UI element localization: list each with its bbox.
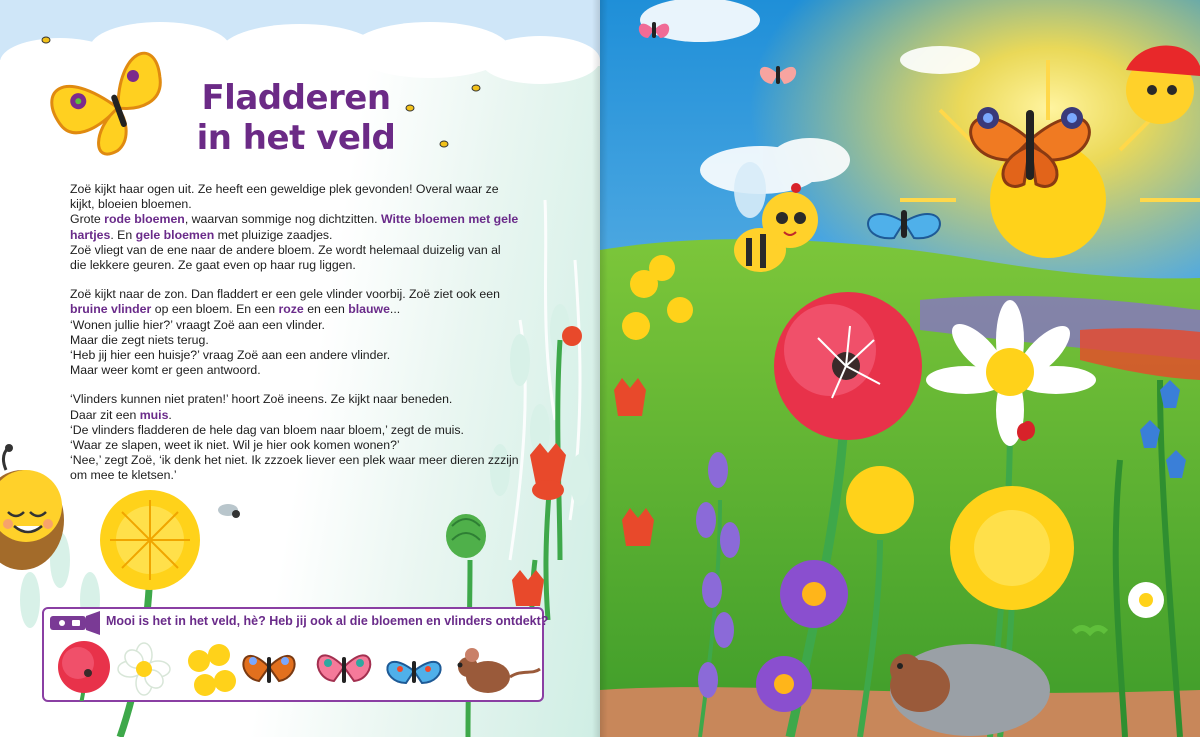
blue-butterfly-icon [387, 661, 440, 683]
story-text-run: op een bloem. En een [151, 302, 279, 317]
flashlight-icon [48, 611, 104, 635]
story-text-run: ‘Heb jij hier een huisje?’ vraag Zoë aan een andere vlinder. [70, 348, 391, 363]
story-paragraph-2 [70, 287, 520, 378]
search-and-find-box [42, 607, 549, 702]
story-text-run: , waarvan sommige nog dichtzitten. [184, 212, 381, 227]
story-text-run: Daar zit een [70, 407, 140, 422]
highlighted-word: rode bloemen [104, 212, 185, 227]
brown-mouse-icon [458, 648, 541, 693]
story-text-run: Zoë kijkt naar de zon. Dan fladdert er een gele vlinder voorbij. Zoë ziet ook een [70, 287, 500, 302]
story-text-run: . [168, 407, 172, 422]
story-text-run: ‘Vlinders kunnen niet praten!’ hoort Zoë ineens. Ze kijkt naar beneden. [70, 392, 453, 407]
mouse-on-rock [890, 644, 1050, 736]
highlighted-word: gele bloemen [135, 227, 215, 242]
blue-butterfly [868, 210, 940, 238]
pink-butterfly [639, 22, 669, 38]
green-caterpillar [1074, 628, 1106, 632]
story-text-run: ‘De vlinders fladderen de hele dag van bloem naar bloem,’ zegt de muis. [70, 422, 464, 437]
brown-butterfly-icon [243, 656, 294, 683]
story-text-run: Maar weer komt er geen antwoord. [70, 363, 261, 378]
story-text-run: . En [110, 227, 136, 242]
highlighted-word: muis [139, 407, 169, 422]
white-small-flower [1128, 582, 1164, 618]
ladybug [1017, 423, 1031, 441]
highlighted-word: bruine vlinder [70, 302, 152, 317]
meadow-illustration [600, 0, 1200, 737]
title-line-1: Fladderen [201, 78, 391, 118]
search-items-strip [44, 637, 544, 701]
story-text-run: met pluizige zaadjes. [214, 227, 333, 242]
page-gutter [592, 0, 608, 737]
title-line-2: in het veld [196, 118, 396, 158]
story-text-run: ‘Wonen jullie hier?’ vraagt Zoë aan een vlinder. [70, 317, 325, 332]
red-poppy-icon [58, 641, 110, 701]
white-daisy-icon [118, 643, 170, 695]
story-text-run: Maar die zegt niets terug. [70, 332, 209, 347]
story-text-run: en een [303, 302, 349, 317]
story-paragraph-1 [70, 182, 520, 273]
story-text-run: ‘Waar ze slapen, weet ik niet. Wil je hier ook komen wonen?’ [70, 438, 400, 453]
story-text-run: Grote [70, 212, 105, 227]
story-text-run: ... [389, 302, 401, 317]
highlighted-word: blauwe [348, 302, 390, 317]
bee-character [0, 444, 64, 570]
page-title [196, 78, 396, 158]
story-text-run: ‘Nee,’ zegt Zoë, ‘ik denk het niet. Ik zzzoek liever een plek waar meer dieren zzzijn om mee te kletsen.’ [70, 453, 519, 483]
story-text-run: Zoë kijkt haar ogen uit. Ze heeft een geweldige plek gevonden! Overal waar ze kijkt, bloeien bloemen. [70, 182, 499, 212]
story-text [70, 182, 520, 498]
callout-question: Mooi is het in het veld, hè? Heb jij ook al die bloemen en vlinders ontdekt? [106, 614, 549, 628]
fly-icon [218, 504, 240, 518]
pink-moth [760, 66, 796, 84]
story-paragraph-3 [70, 392, 520, 483]
green-bud [446, 514, 486, 558]
story-text-run: Zoë vliegt van de ene naar de andere bloem. Ze wordt helemaal duizelig van al die lekkere geuren. Ze gaat even op haar rug liggen. [70, 242, 501, 273]
highlighted-word: roze [278, 302, 304, 317]
highlighted-word: Witte bloemen met gele hartjes [70, 212, 519, 242]
pink-butterfly-icon [318, 655, 370, 683]
yellow-dandelion-icon [188, 644, 236, 696]
